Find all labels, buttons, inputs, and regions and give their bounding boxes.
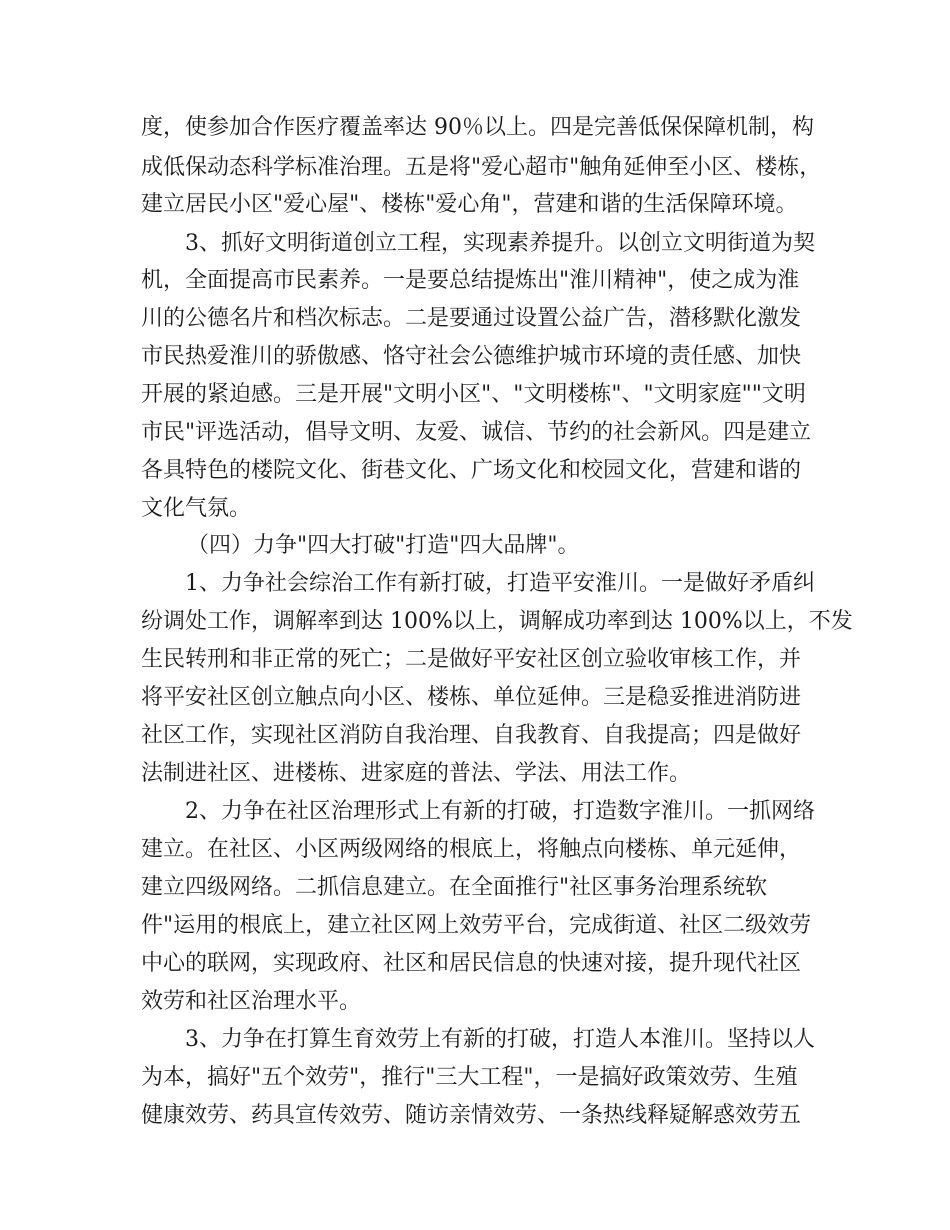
text-line: 法制进社区、进楼栋、进家庭的普法、学法、用法工作。	[141, 761, 692, 786]
text-line: 机，全面提高市民素养。一是要总结提炼出"淮川精神"，使之成为淮	[141, 268, 800, 293]
text-line: 社区工作，实现社区消防自我治理、自我教育、自我提高；四是做好	[141, 723, 802, 748]
text-line: 3、力争在打算生育效劳上有新的打破，打造人本淮川。坚持以人	[185, 1027, 815, 1052]
text-line: 市民热爱淮川的骄傲感、恪守社会公德维护城市环境的责任感、加快	[141, 344, 802, 369]
text-line: 川的公德名片和档次标志。二是要通过设置公益广告，潜移默化激发	[141, 306, 802, 331]
text-line: 纷调处工作，调解率到达 100%以上，调解成功率到达 100%以上，不发	[141, 609, 853, 634]
text-line: 文化气氛。	[141, 496, 252, 521]
text-line: 2、力争在社区治理形式上有新的打破，打造数字淮川。一抓网络	[185, 799, 815, 824]
text-line: 健康效劳、药具宣传效劳、随访亲情效劳、一条热线释疑解惑效劳五	[141, 1103, 802, 1128]
text-line: 3、抓好文明街道创立工程，实现素养提升。以创立文明街道为契	[185, 231, 815, 256]
text-line: 建立。在社区、小区两级网络的根底上，将触点向楼栋、单元延伸，	[141, 837, 802, 862]
text-line: 开展的紧迫感。三是开展"文明小区"、"文明楼栋"、"文明家庭""文明	[141, 382, 806, 407]
text-line: 中心的联网，实现政府、社区和居民信息的快速对接，提升现代社区	[141, 951, 802, 976]
text-line: 市民"评选活动，倡导文明、友爱、诚信、节约的社会新风。四是建立	[141, 420, 812, 445]
text-line: 建立居民小区"爱心屋"、楼栋"爱心角"，营建和谐的生活保障环境。	[141, 192, 798, 217]
text-line: 成低保动态科学标准治理。五是将"爱心超市"触角延伸至小区、楼栋，	[141, 155, 822, 180]
text-line: 各具特色的楼院文化、街巷文化、广场文化和校园文化，营建和谐的	[141, 458, 802, 483]
text-line: 件"运用的根底上，建立社区网上效劳平台，完成街道、社区二级效劳	[141, 913, 812, 938]
section-heading: （四）力争"四大打破"打造"四大品牌"。	[187, 533, 580, 558]
text-line: 生民转刑和非正常的死亡；二是做好平安社区创立验收审核工作，并	[141, 647, 802, 672]
text-line: 1、力争社会综治工作有新打破，打造平安淮川。一是做好矛盾纠	[185, 571, 815, 596]
text-line: 将平安社区创立触点向小区、楼栋、单位延伸。三是稳妥推进消防进	[141, 685, 802, 710]
text-line: 建立四级网络。二抓信息建立。在全面推行"社区事务治理系统软	[141, 875, 768, 900]
text-line: 为本，搞好"五个效劳"，推行"三大工程"，一是搞好政策效劳、生殖	[141, 1065, 798, 1090]
text-line: 度，使参加合作医疗覆盖率达 90％以上。四是完善低保保障机制，构	[141, 115, 814, 140]
text-line: 效劳和社区治理水平。	[141, 989, 362, 1014]
